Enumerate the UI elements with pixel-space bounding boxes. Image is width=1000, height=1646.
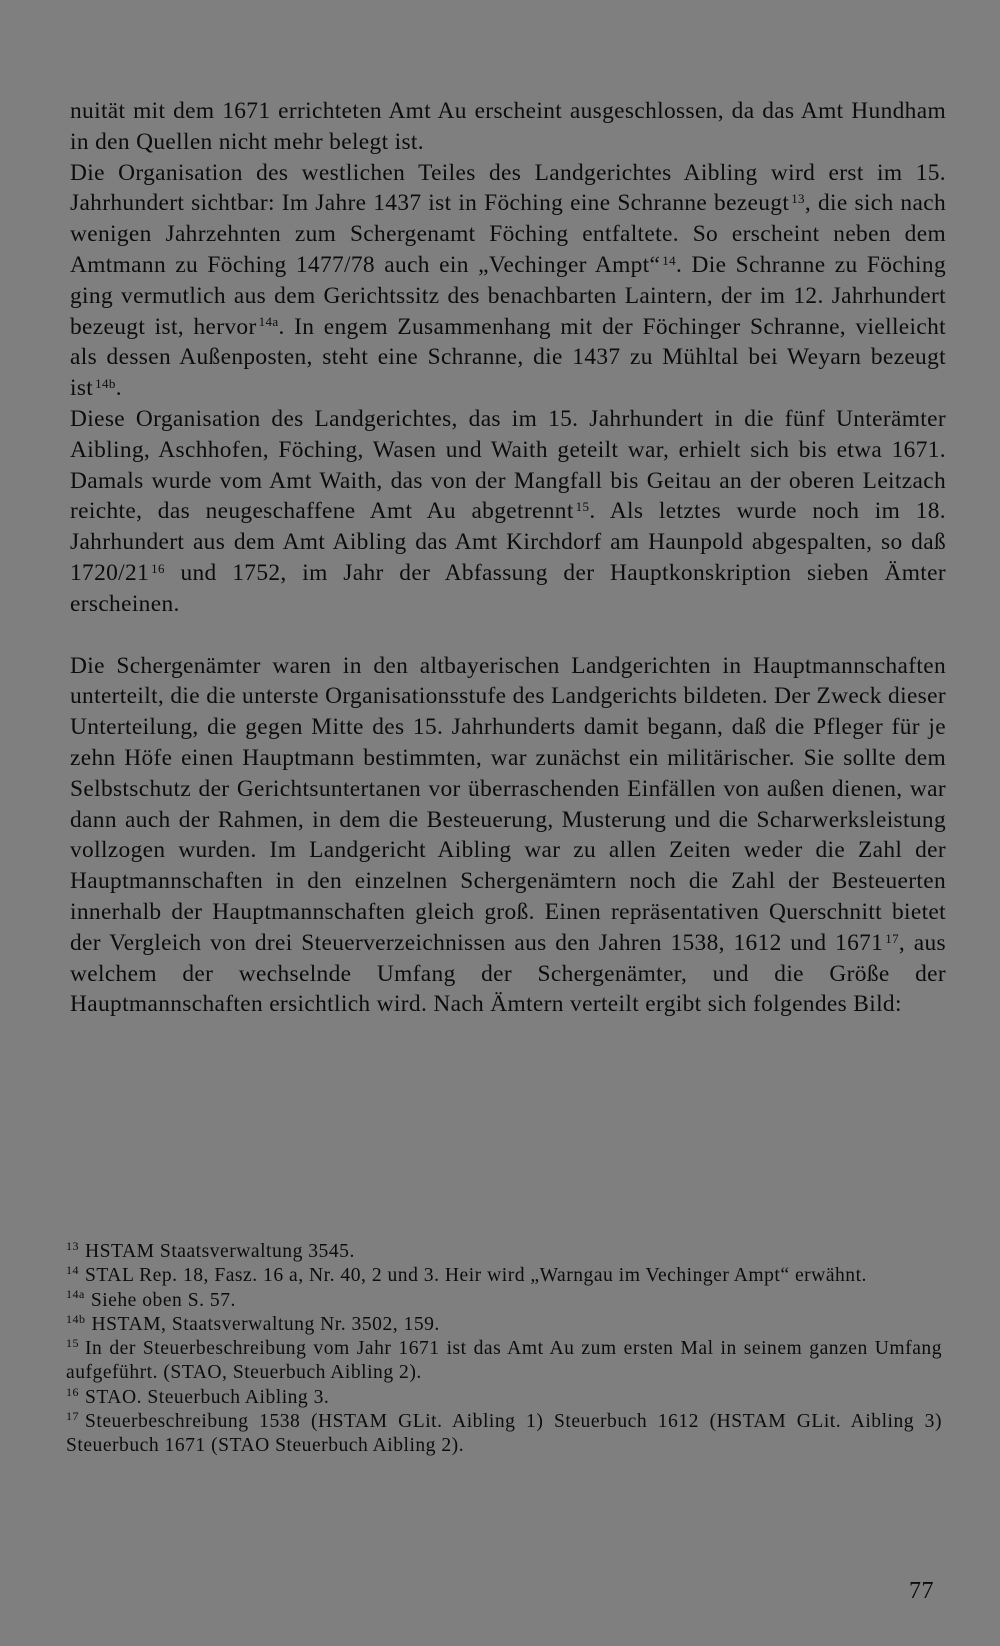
footnote-number: 14a (66, 1287, 85, 1302)
footnote-number: 14 (66, 1263, 79, 1278)
text-run: . Die Schranne zu Föching ging vermutlich aus dem Gerichtssitz des benachbarten Laintern, der im 12. Jahrhundert bezeugt ist, hervor (70, 251, 946, 340)
text-run: Die Organisation des westlichen Teiles des Landgerichtes Aibling wird erst im 15. Jahrhundert sichtbar: Im Jahre 1437 ist in Föching eine Schranne bezeugt (70, 159, 946, 217)
text-run: Diese Organisation des Landgerichtes, das im 15. Jahrhundert in die fünf Unterämter Aibling, Aschhofen, Föching, Wasen und Waith geteilt war, erhielt sich bis etwa 1671. Damals wurde vom Amt Waith, das von der Mangfall bis Geitau an der oberen Leitzach reichte, das neugeschaffene Amt Au abgetrennt (70, 405, 946, 525)
text-run: , aus welchem der wechselnde Umfang der Schergenämter, und die Größe der Hauptmannschaften ersichtlich wird. Nach Ämtern verteilt ergibt sich folgendes Bild: (70, 929, 946, 1018)
footnote-ref: 14a (258, 314, 279, 330)
footnote (66, 1337, 942, 1386)
footnote-number: 17 (66, 1408, 79, 1423)
footnote-text: HSTAM, Staatsverwaltung Nr. 3502, 159. (91, 1313, 440, 1335)
footnote-text: Siehe oben S. 57. (90, 1289, 236, 1311)
text-run: . Als letztes wurde noch im 18. Jahrhundert aus dem Amt Aibling das Amt Kirchdorf am Haunpold abgespalten, so daß 1720/21 (70, 498, 946, 586)
footnote (66, 1313, 942, 1337)
footnotes (66, 1240, 942, 1459)
footnote-text: STAO. Steuerbuch Aibling 3. (85, 1386, 330, 1408)
footnote (66, 1264, 942, 1288)
footnote (66, 1289, 942, 1313)
footnote-ref: 15 (575, 499, 590, 515)
footnote-number: 15 (66, 1336, 79, 1350)
footnote-text: In der Steuerbeschreibung vom Jahr 1671 ist das Amt Au zum ersten Mal in seinem ganzen Umfang aufgeführt. (STAO, Steuerbuch Aibling 2). (66, 1338, 942, 1384)
main-text (70, 96, 946, 1020)
footnote (66, 1410, 942, 1459)
paragraph-1 (70, 96, 946, 158)
footnote-ref: 13 (791, 191, 805, 207)
footnote-text: HSTAM Staatsverwaltung 3545. (85, 1241, 355, 1262)
text-run: . (115, 375, 122, 402)
paragraph-2 (70, 158, 946, 404)
footnote-ref: 16 (151, 560, 165, 576)
page-number: 77 (909, 1578, 934, 1604)
footnote (66, 1386, 942, 1410)
footnote-ref: 14 (662, 252, 676, 268)
footnote (66, 1240, 942, 1264)
paragraph-4 (70, 651, 946, 1021)
footnote-text: Steuerbeschreibung 1538 (HSTAM GLit. Aibling 1) Steuerbuch 1612 (HSTAM GLit. Aibling 3) Steuerbuch 1671 (STAO Steuerbuch Aibling 2). (66, 1411, 942, 1457)
footnote-number: 14b (66, 1311, 86, 1326)
footnote-number: 13 (66, 1238, 79, 1253)
footnote-ref: 14b (95, 376, 116, 392)
footnote-text: STAL Rep. 18, Fasz. 16 a, Nr. 40, 2 und 3. Heir wird „Warngau im Vechinger Ampt“ erwähnt. (85, 1265, 867, 1287)
text-run: Die Schergenämter waren in den altbayerischen Landgerichten in Hauptmannschaften unterteilt, die die unterste Organisationsstufe des Landgerichts bildeten. Der Zweck dieser Unterteilung, die gegen Mitte des 15. Jahrhunderts damit begann, daß die Pfleger für je zehn Höfe einen Hauptmann bestimmten, war zunächst ein militärischer. Sie sollte dem Selbstschutz der Gerichtsuntertanen vor überraschenden Einfällen von außen dienen, war dann auch der Rahmen, in dem die Besteuerung, Musterung und die Scharwerksleistung vollzogen wurden. Im Landgericht Aibling war zu allen Zeiten weder die Zahl der Hauptmannschaften in den einzelnen Schergenämtern noch die Zahl der Besteuerten innerhalb der Hauptmannschaften gleich groß. Einen repräsentativen Querschnitt bietet der Vergleich von drei Steuerverzeichnissen aus den Jahren 1538, 1612 und 1671 (70, 652, 946, 956)
text-run: , die sich nach wenigen Jahrzehnten zum Schergenamt Föching entfaltete. So erscheint neben dem Amtmann zu Föching 1477/78 auch ein „Vechinger Ampt“ (70, 190, 946, 278)
footnote-number: 16 (66, 1384, 79, 1399)
text-run: . In engem Zusammenhang mit der Föchinger Schranne, vielleicht als dessen Außenposten, steht eine Schranne, die 1437 zu Mühltal bei Weyarn bezeugt ist (70, 313, 946, 402)
paragraph-3 (70, 404, 946, 620)
text-run: nuität mit dem 1671 errichteten Amt Au erscheint ausgeschlossen, da das Amt Hundham in den Quellen nicht mehr belegt ist. (70, 98, 946, 155)
text-run: und 1752, im Jahr der Abfassung der Hauptkonskription sieben Ämter erscheinen. (70, 559, 946, 617)
footnote-ref: 17 (885, 930, 899, 946)
